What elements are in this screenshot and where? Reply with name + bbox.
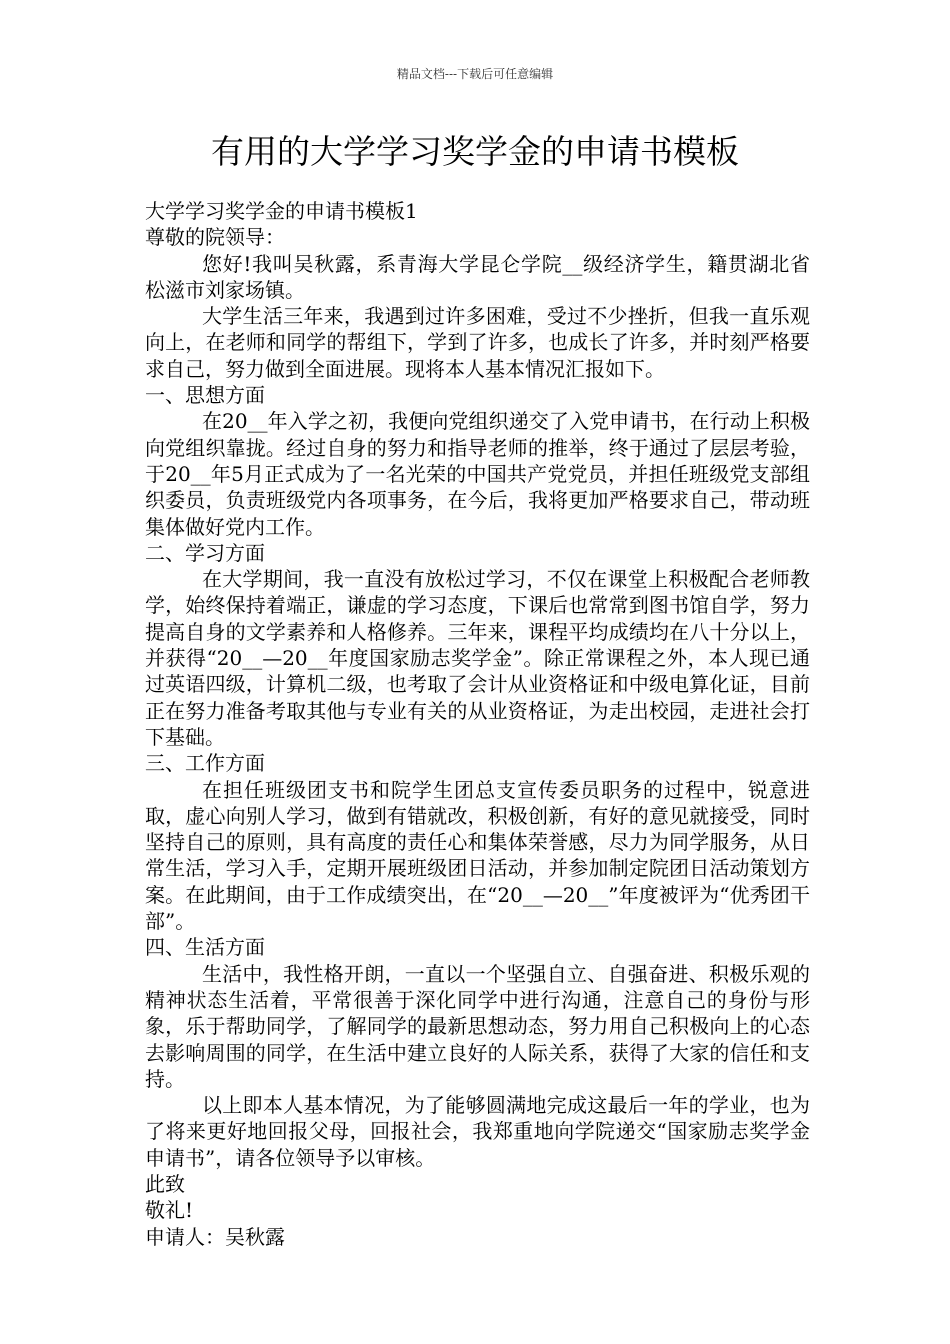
document-body (145, 198, 810, 1250)
section-heading-study: 二、学习方面 (145, 540, 265, 565)
section-heading-life: 四、生活方面 (145, 935, 265, 960)
section-paragraph-life: 生活中，我性格开朗，一直以一个坚强自立、自强奋进、积极乐观的精神状态生活着，平常很善于深化同学中进行沟通，注意自己的身份与形象，乐于帮助同学，了解同学的最新思想动态，努力用自己积极向上的心态去影响周围的同学，在生活中建立良好的人际关系，获得了大家的信任和支持。 (145, 961, 810, 1091)
section-paragraph-thought: 在20__年入学之初，我便向党组织递交了入党申请书，在行动上积极向党组织靠拢。经过自身的努力和指导老师的推举，终于通过了层层考验，于20__年5月正式成为了一名光荣的中国共产党党员，并担任班级党支部组织委员，负责班级党内各项事务，在今后，我将更加严格要求自己，带动班集体做好党内工作。 (145, 409, 810, 539)
signature: 申请人：吴秋露 (145, 1224, 285, 1249)
document-title: 有用的大学学习奖学金的申请书模板 (211, 132, 739, 171)
document-subtitle: 大学学习奖学金的申请书模板1 (145, 199, 418, 223)
salutation: 尊敬的院领导： (145, 225, 285, 250)
header-note: 精品文档---下载后可任意编辑 (396, 67, 554, 81)
section-paragraph-work: 在担任班级团支书和院学生团总支宣传委员职务的过程中，锐意进取，虚心向别人学习，做到有错就改，积极创新，有好的意见就接受，同时坚持自己的原则，具有高度的责任心和集体荣誉感，尽力为同学服务，从日常生活，学习入手，定期开展班级团日活动，并参加制定院团日活动策划方案。在此期间，由于工作成绩突出，在“20__—20__”年度被评为“优秀团干部”。 (145, 777, 810, 934)
overview-paragraph: 大学生活三年来，我遇到过许多困难，受过不少挫折，但我一直乐观向上，在老师和同学的帮组下，学到了许多，也成长了许多，并时刻严格要求自己，努力做到全面进展。现将本人基本情况汇报如下。 (145, 304, 810, 381)
closing-line-1: 此致 (145, 1171, 185, 1196)
closing-paragraph: 以上即本人基本情况，为了能够圆满地完成这最后一年的学业，也为了将来更好地回报父母，回报社会，我郑重地向学院递交“国家励志奖学金申请书”，请各位领导予以审核。 (145, 1093, 810, 1170)
closing-line-2: 敬礼! (145, 1198, 194, 1223)
intro-paragraph: 您好!我叫吴秋露，系青海大学昆仑学院__级经济学生，籍贯湖北省松滋市刘家场镇。 (145, 251, 810, 302)
section-paragraph-study: 在大学期间，我一直没有放松过学习，不仅在课堂上积极配合老师教学，始终保持着端正，谦虚的学习态度，下课后也常常到图书馆自学，努力提高自身的文学素养和人格修养。三年来，课程平均成绩均在八十分以上，并获得“20__—20__年度国家励志奖学金”。除正常课程之外，本人现已通过英语四级，计算机二级，也考取了会计从业资格证和中级电算化证，目前正在努力准备考取其他与专业有关的从业资格证，为走出校园，走进社会打下基础。 (145, 567, 810, 749)
section-heading-work: 三、工作方面 (145, 751, 265, 776)
section-heading-thought: 一、思想方面 (145, 383, 265, 408)
